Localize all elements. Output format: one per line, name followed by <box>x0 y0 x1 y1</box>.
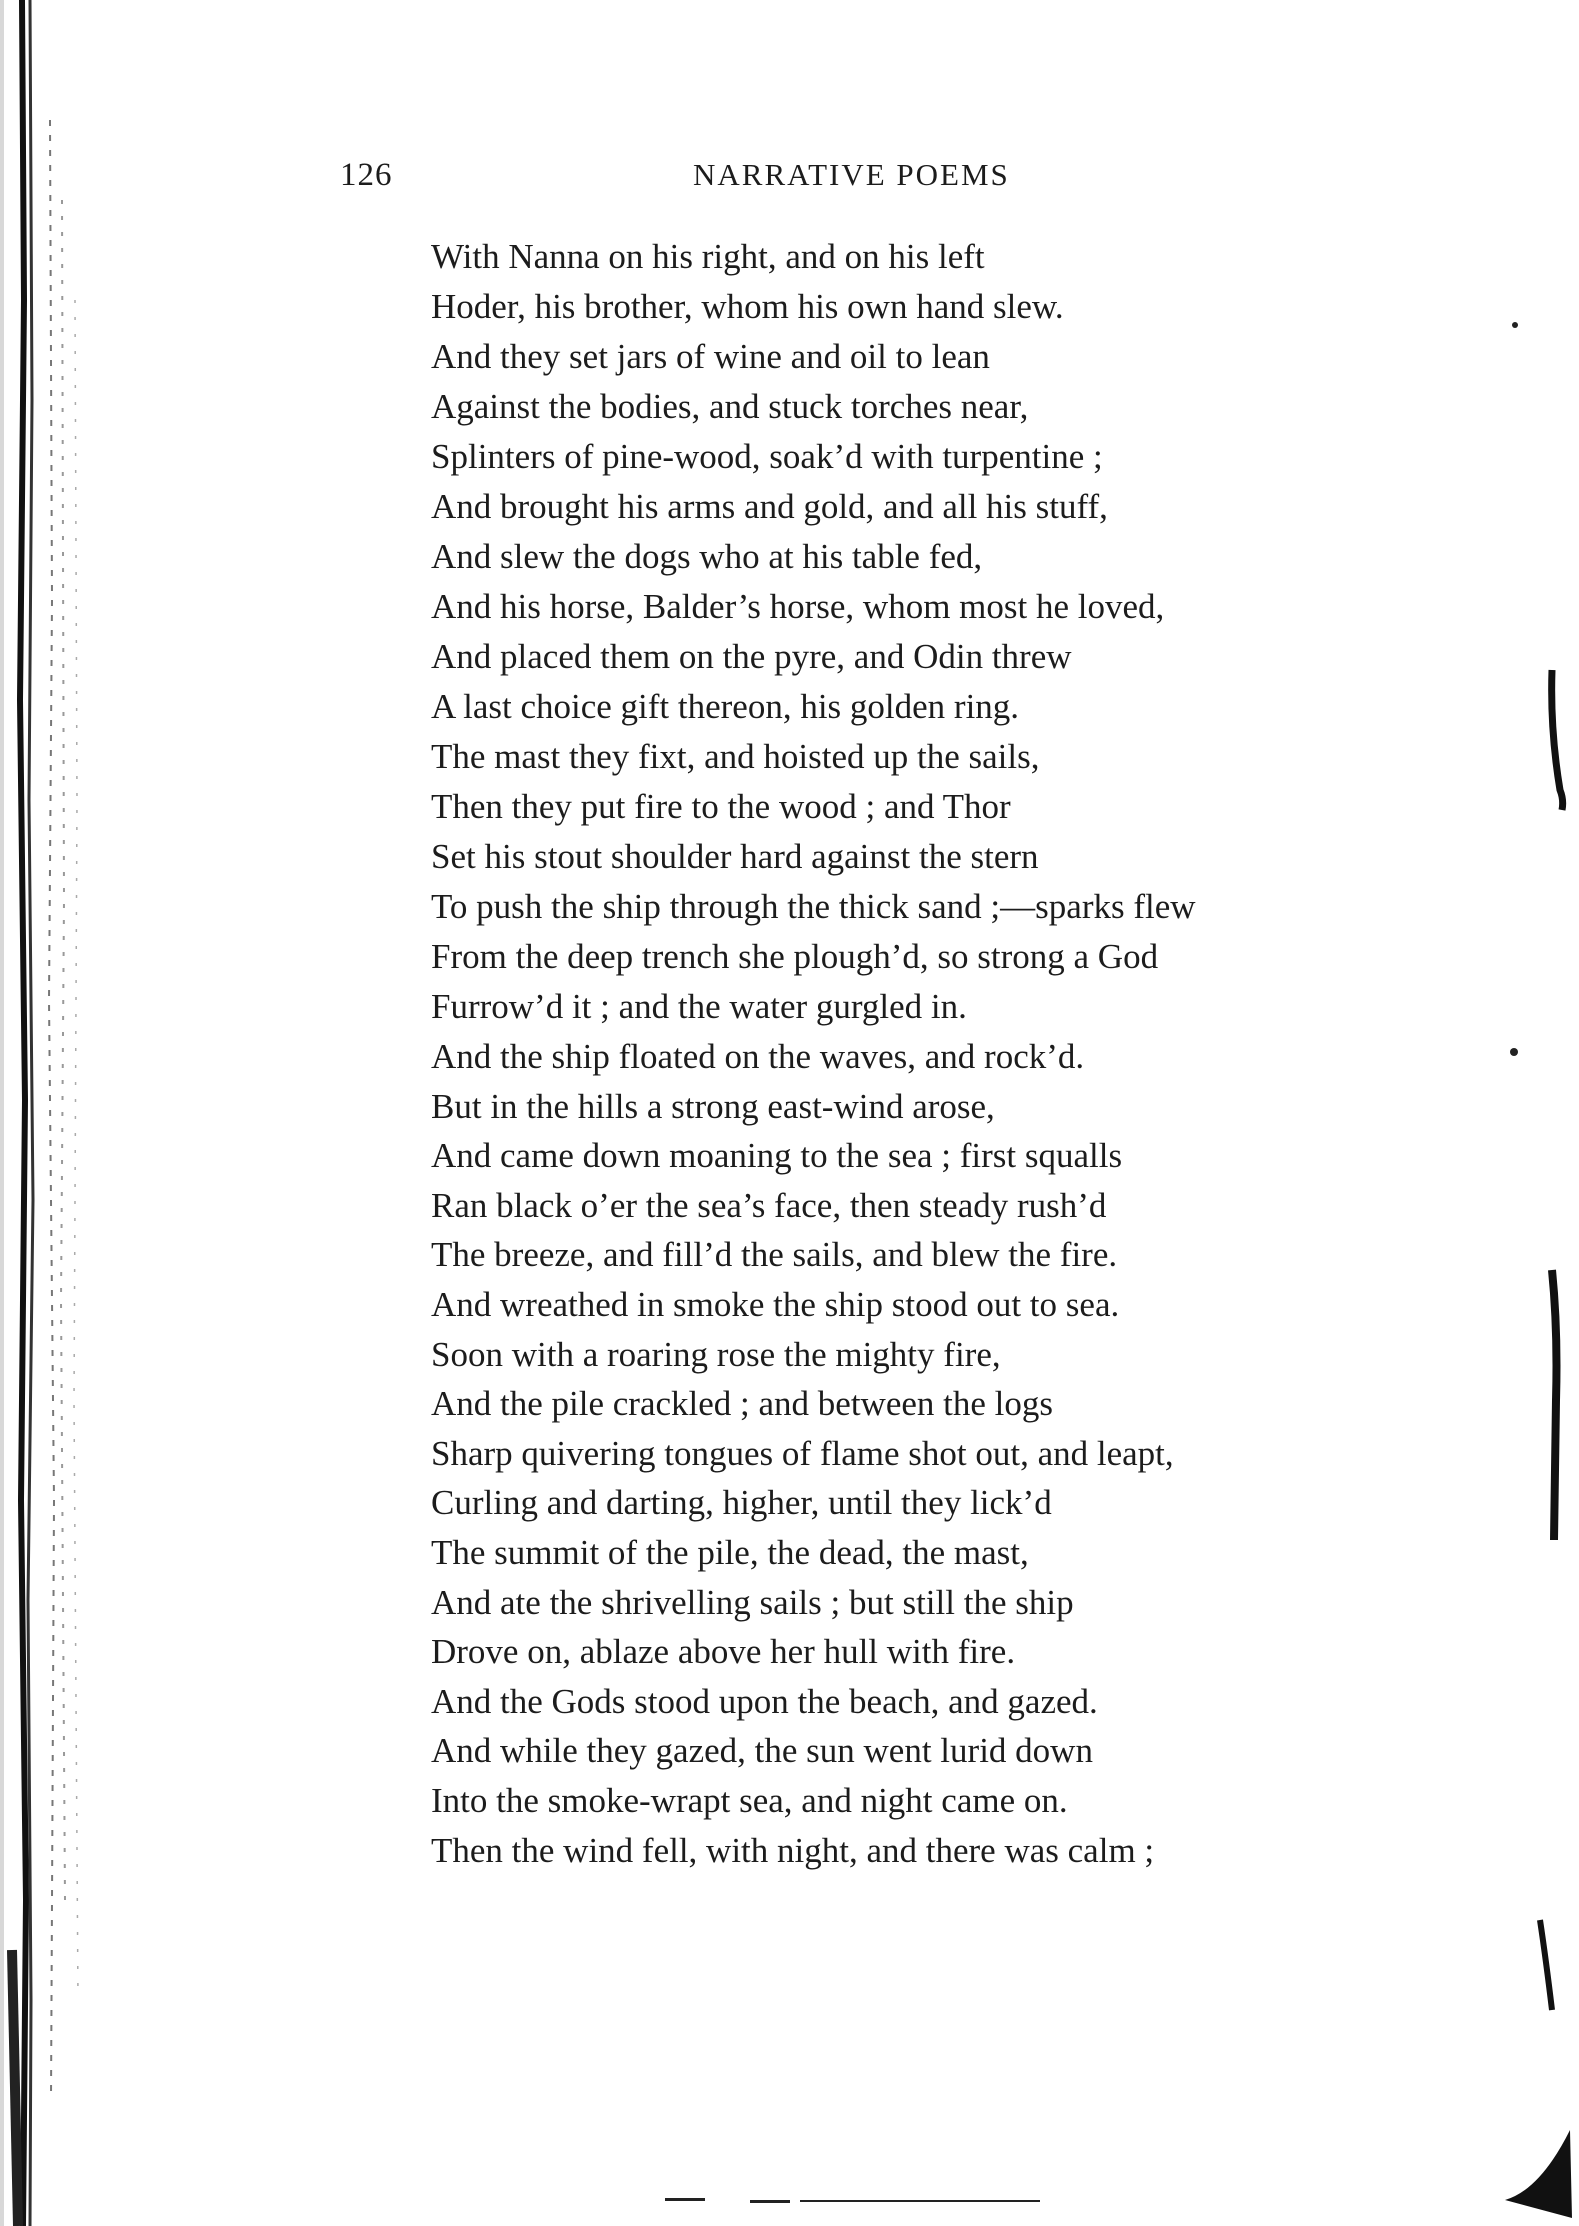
poem-line: And the pile crackled ; and between the logs <box>431 1384 1054 1424</box>
poem-line: Sharp quivering tongues of flame shot out, and leapt, <box>431 1433 1174 1473</box>
poem-line: And came down moaning to the sea ; first squalls <box>431 1136 1123 1176</box>
poem-line: And brought his arms and gold, and all his stuff, <box>431 487 1108 526</box>
poem-line: And while they gazed, the sun went lurid down <box>431 1731 1093 1771</box>
poem-line: With Nanna on his right, and on his left <box>431 237 985 276</box>
footer-rule-segment <box>750 2200 790 2203</box>
poem-line: Into the smoke-wrapt sea, and night came on. <box>431 1780 1068 1820</box>
poem-line: The mast they fixt, and hoisted up the sails, <box>431 737 1040 776</box>
poem-line: And the Gods stood upon the beach, and gazed. <box>431 1681 1098 1721</box>
poem-line: And slew the dogs who at his table fed, <box>431 537 983 576</box>
poem-line: Against the bodies, and stuck torches near, <box>431 387 1029 426</box>
poem-line: Soon with a roaring rose the mighty fire, <box>431 1334 1001 1374</box>
poem-line: And wreathed in smoke the ship stood out to sea. <box>431 1284 1120 1324</box>
poem-line: Then they put fire to the wood ; and Thor <box>431 787 1011 826</box>
poem-line: And the ship floated on the waves, and rock’d. <box>431 1037 1085 1076</box>
poem-line: The summit of the pile, the dead, the mast, <box>431 1532 1029 1572</box>
poem-line: To push the ship through the thick sand ;—sparks flew <box>431 887 1196 926</box>
running-head: NARRATIVE POEMS <box>693 157 1010 192</box>
poem-line: And placed them on the pyre, and Odin threw <box>431 637 1072 676</box>
poem-line: And ate the shrivelling sails ; but still the ship <box>431 1582 1074 1622</box>
page-number: 126 <box>340 157 393 193</box>
footer-rule-segment <box>800 2200 1040 2202</box>
binding-edge-artifact <box>0 0 95 2226</box>
poem-line: Hoder, his brother, whom his own hand slew. <box>431 287 1064 326</box>
poem-line: Ran black o’er the sea’s face, then steady rush’d <box>431 1185 1107 1225</box>
poem-line: Splinters of pine-wood, soak’d with turpentine ; <box>431 437 1103 476</box>
footer-rule-segment <box>665 2198 705 2201</box>
poem-line: But in the hills a strong east-wind arose, <box>431 1086 995 1126</box>
poem-line: From the deep trench she plough’d, so strong a God <box>431 937 1159 976</box>
poem-line: And his horse, Balder’s horse, whom most he loved, <box>431 587 1165 626</box>
right-edge-artifacts <box>1500 0 1579 2226</box>
poem-line: The breeze, and fill’d the sails, and blew the fire. <box>431 1235 1118 1275</box>
poem-line: A last choice gift thereon, his golden ring. <box>431 687 1020 726</box>
poem-line: Furrow’d it ; and the water gurgled in. <box>431 987 967 1026</box>
poem-line: Curling and darting, higher, until they lick’d <box>431 1483 1052 1523</box>
poem-line: And they set jars of wine and oil to lean <box>431 337 990 376</box>
poem-line: Set his stout shoulder hard against the stern <box>431 837 1039 876</box>
poem-line: Then the wind fell, with night, and there was calm ; <box>431 1830 1155 1870</box>
poem-line: Drove on, ablaze above her hull with fire. <box>431 1632 1016 1672</box>
poem-body <box>431 232 1431 1875</box>
